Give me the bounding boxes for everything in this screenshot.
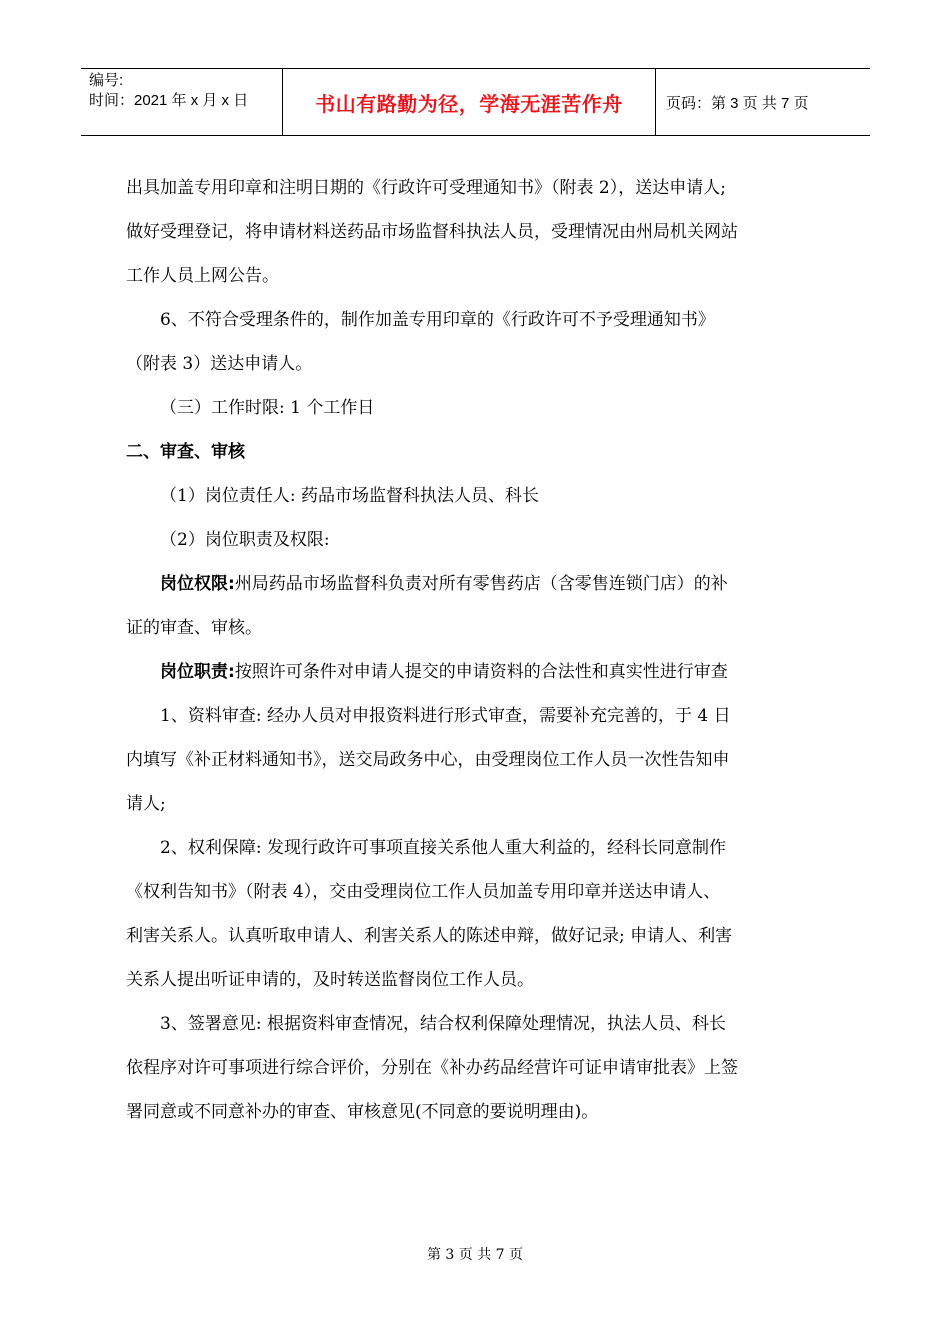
text-line: （1）岗位责任人: 药品市场监督科执法人员、科长 (160, 486, 539, 506)
text-line (126, 562, 826, 606)
paragraph-time-limit (126, 386, 826, 430)
text-line: （三）工作时限: 1 个工作日 (160, 398, 375, 418)
paragraph-item-6 (126, 298, 826, 386)
paragraph-duties (126, 650, 826, 694)
text-line: 请人; (126, 794, 166, 814)
paragraph-sign-opinion (126, 1002, 826, 1134)
bold-label: 岗位职责: (160, 662, 235, 682)
document-body (126, 166, 826, 1134)
text-line: 出具加盖专用印章和注明日期的《行政许可受理通知书》（附表 2），送达申请人; (126, 178, 726, 198)
page-header (81, 68, 870, 136)
paragraph-authority (126, 562, 826, 650)
text-line: 内填写《补正材料通知书》，送交局政务中心，由受理岗位工作人员一次性告知申 (126, 750, 730, 770)
text-line: 关系人提出听证申请的，及时转送监督岗位工作人员。 (126, 970, 534, 990)
page-footer: 第 3 页 共 7 页 (426, 1247, 524, 1263)
text-line: （附表 3）送达申请人。 (126, 354, 313, 374)
header-page-info: 页码：第 3 页 共 7 页 (666, 94, 809, 112)
text-line: 1、资料审查: 经办人员对申报资料进行形式审查，需要补充完善的，于 4 日 (160, 706, 731, 726)
paragraph-responsible (126, 474, 826, 518)
text-line: 2、权利保障: 发现行政许可事项直接关系他人重大利益的，经科长同意制作 (160, 838, 726, 858)
header-slogan: 书山有路勤为径，学海无涯苦作舟 (283, 69, 656, 135)
text-line: 署同意或不同意补办的审查、审核意见(不同意的要说明理由)。 (126, 1102, 599, 1122)
text-line (126, 650, 826, 694)
text-line: （2）岗位职责及权限: (160, 530, 330, 550)
paragraph-rights (126, 826, 826, 1002)
text-line: 证的审查、审核。 (126, 618, 262, 638)
text-line: 6、不符合受理条件的，制作加盖专用印章的《行政许可不予受理通知书》 (160, 310, 715, 330)
text-line: 《权利告知书》（附表 4），交由受理岗位工作人员加盖专用印章并送达申请人、 (126, 882, 721, 902)
inline-text: 按照许可条件对申请人提交的申请资料的合法性和真实性进行审查 (234, 662, 728, 682)
text-line: 做好受理登记，将申请材料送药品市场监督科执法人员，受理情况由州局机关网站 (126, 222, 738, 242)
text-line: 工作人员上网公告。 (126, 266, 279, 286)
paragraph-acceptance (126, 166, 826, 298)
section-heading (126, 430, 826, 474)
time-label: 时间：2021 年 x 月 x 日 (89, 92, 249, 109)
bold-label: 岗位权限: (160, 574, 235, 594)
inline-text: 州局药品市场监督科负责对所有零售药店（含零售连锁门店）的补 (234, 574, 728, 594)
text-line: 3、签署意见: 根据资料审查情况，结合权利保障处理情况，执法人员、科长 (160, 1014, 726, 1034)
paragraph-material-review (126, 694, 826, 826)
number-label: 编号: (89, 72, 124, 89)
header-meta (81, 69, 283, 135)
heading-text: 二、审查、审核 (126, 442, 245, 462)
text-line: 利害关系人。认真听取申请人、利害关系人的陈述申辩，做好记录; 申请人、利害 (126, 926, 733, 946)
paragraph-duties-title (126, 518, 826, 562)
text-line: 依程序对许可事项进行综合评价，分别在《补办药品经营许可证申请审批表》上签 (126, 1058, 738, 1078)
